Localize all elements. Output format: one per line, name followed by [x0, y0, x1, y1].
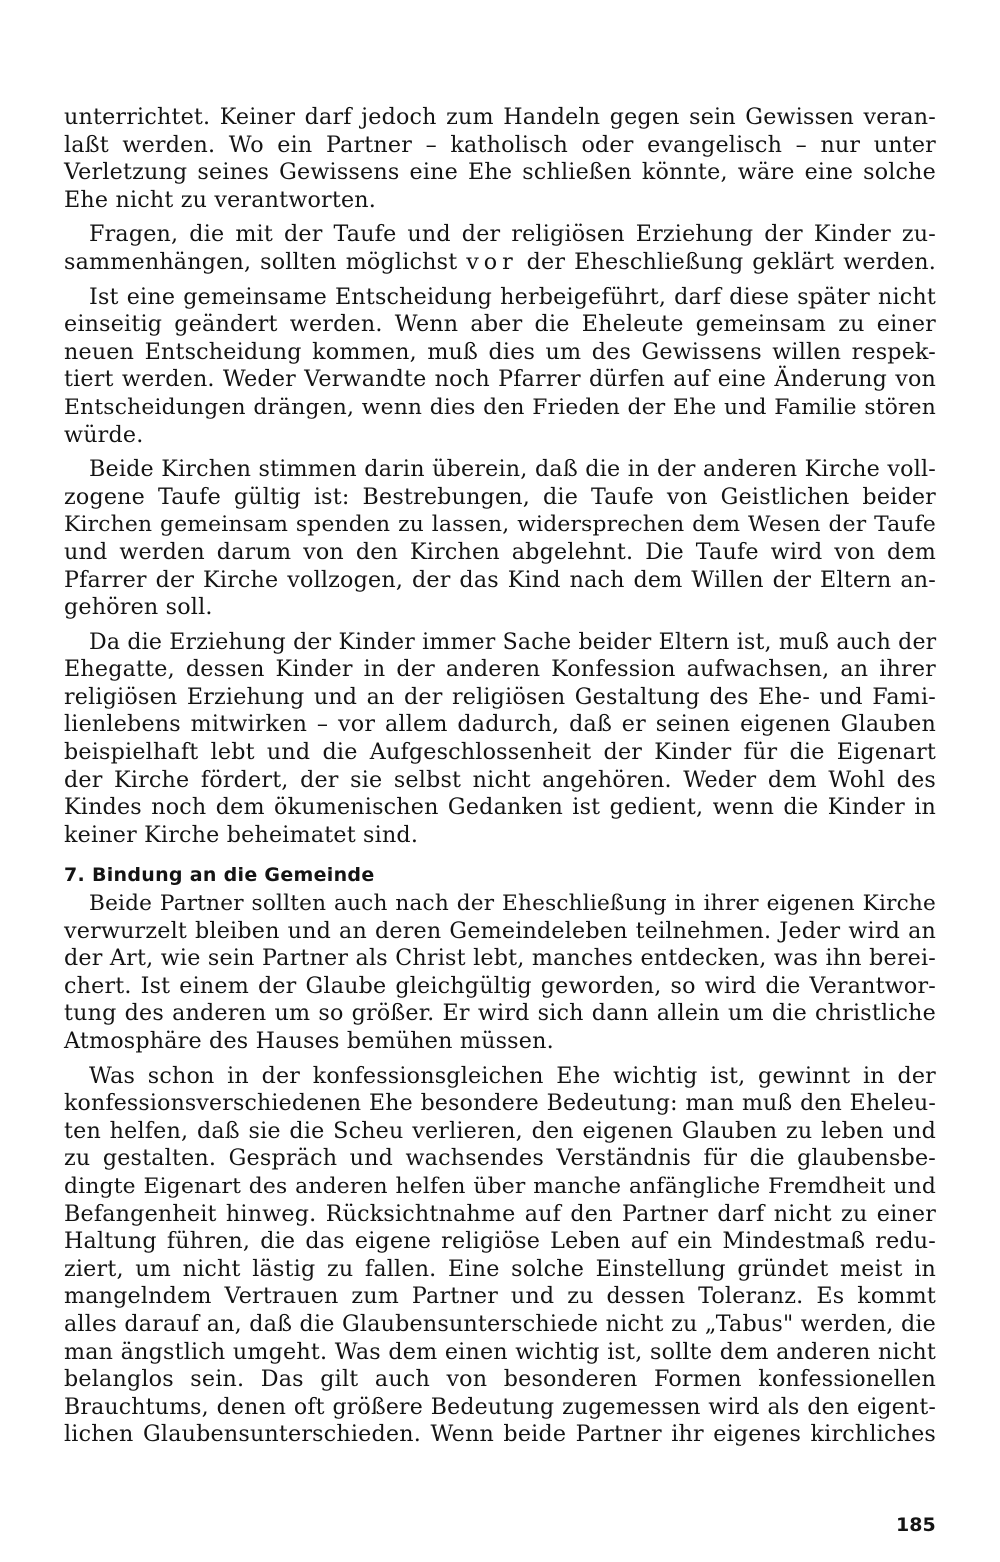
text-run: sammenhängen, sollten möglichst [64, 248, 467, 275]
text-line: ziert, um nicht lästig zu fallen. Eine solche Einstellung gründet meist in [64, 1255, 936, 1282]
emphasized-word: vor [466, 248, 518, 275]
text-line: der Kirche fördert, der sie selbst nicht angehören. Weder dem Wohl des [64, 766, 936, 793]
text-line: laßt werden. Wo ein Partner – katholisch oder evangelisch – nur unter [64, 131, 936, 158]
text-line: lichen Glaubensunterschieden. Wenn beide Partner ihr eigenes kirchliches [64, 1421, 936, 1448]
text-line: tung des anderen um so größer. Er wird sich dann allein um die christliche [64, 1000, 936, 1027]
text-line: Ehe nicht zu verantworten. [64, 186, 377, 213]
section-heading: 7. Bindung an die Gemeinde [64, 864, 375, 887]
text-line: Ist eine gemeinsame Entscheidung herbeigeführt, darf diese später nicht [89, 283, 936, 310]
text-line: Pfarrer der Kirche vollzogen, der das Kind nach dem Willen der Eltern an- [64, 566, 936, 593]
text-line: Was schon in der konfessionsgleichen Ehe wichtig ist, gewinnt in der [89, 1062, 936, 1089]
text-line: der Art, wie sein Partner als Christ lebt, manches entdecken, was ihn berei- [64, 945, 936, 972]
text-line: Fragen, die mit der Taufe und der religiösen Erziehung der Kinder zu- [89, 221, 936, 248]
text-line: zogene Taufe gültig ist: Bestrebungen, die Taufe von Geistlichen beider [64, 483, 936, 510]
paragraph-6 [64, 890, 936, 1056]
text-line: dingte Eigenart des anderen helfen über manche anfängliche Fremdheit und [64, 1173, 936, 1199]
text-line: man ängstlich umgeht. Was dem einen wichtig ist, sollte dem anderen nicht [64, 1338, 936, 1365]
text-line: tiert werden. Weder Verwandte noch Pfarrer dürfen auf eine Änderung von [64, 366, 936, 393]
text-line: neuen Entscheidung kommen, muß dies um des Gewissens willen respek- [64, 338, 936, 365]
text-line: Ehegatte, dessen Kinder in der anderen Konfession aufwachsen, an ihrer [64, 656, 936, 683]
text-line: chert. Ist einem der Glaube gleichgültig geworden, so wird die Verantwor- [64, 972, 936, 999]
paragraph-3 [64, 284, 936, 450]
text-line: religiösen Erziehung und an der religiösen Gestaltung des Ehe- und Fami- [64, 683, 936, 710]
text-line: Beide Partner sollten auch nach der Eheschließung in ihrer eigenen Kirche [89, 891, 936, 917]
text-line: zu gestalten. Gespräch und wachsendes Verständnis für die glaubensbe- [64, 1145, 936, 1172]
text-line: und werden darum von den Kirchen abgelehnt. Die Taufe wird von dem [64, 538, 936, 565]
body-text [64, 104, 936, 1456]
text-line: Beide Kirchen stimmen darin überein, daß die in der anderen Kirche voll- [89, 456, 936, 483]
text-line [64, 249, 936, 277]
paragraph-4 [64, 456, 936, 622]
text-line: lienlebens mitwirken – vor allem dadurch, daß er seinen eigenen Glauben [64, 711, 936, 738]
text-line: Da die Erziehung der Kinder immer Sache beider Eltern ist, muß auch der [89, 629, 937, 655]
text-line: keiner Kirche beheimatet sind. [64, 821, 419, 848]
text-line: verwurzelt bleiben und an deren Gemeindeleben teilnehmen. Jeder wird an [64, 917, 936, 944]
text-line: alles darauf an, daß die Glaubensunterschiede nicht zu „Tabus" werden, die [64, 1310, 936, 1337]
text-line: Befangenheit hinweg. Rücksichtnahme auf den Partner darf nicht zu einer [64, 1200, 936, 1227]
text-line: unterrichtet. Keiner darf jedoch zum Handeln gegen sein Gewissen veran- [64, 104, 936, 130]
text-line: Kirchen gemeinsam spenden zu lassen, widersprechen dem Wesen der Taufe [64, 512, 936, 538]
text-line: gehören soll. [64, 594, 213, 621]
text-line: ten helfen, daß sie die Scheu verlieren, den eigenen Glauben zu leben und [64, 1117, 936, 1144]
text-line: Haltung führen, die das eigene religiöse Leben auf ein Mindestmaß redu- [64, 1228, 936, 1255]
text-line: würde. [64, 421, 144, 448]
text-line: Atmosphäre des Hauses bemühen müssen. [64, 1028, 554, 1054]
text-line: konfessionsverschiedenen Ehe besondere Bedeutung: man muß den Eheleu- [64, 1091, 936, 1117]
paragraph-5 [64, 629, 936, 850]
text-line: einseitig geändert werden. Wenn aber die Eheleute gemeinsam zu einer [64, 311, 936, 338]
text-line: Entscheidungen drängen, wenn dies den Frieden der Ehe und Familie stören [64, 394, 936, 420]
text-line: mangelndem Vertrauen zum Partner und zu dessen Toleranz. Es kommt [64, 1283, 936, 1310]
text-run: der Eheschließung geklärt werden. [517, 248, 937, 275]
paragraph-2 [64, 221, 936, 276]
page-number: 185 [896, 1514, 936, 1536]
text-line: belanglos sein. Das gilt auch von besonderen Formen konfessionellen [64, 1366, 936, 1393]
paragraph-7 [64, 1063, 936, 1449]
text-line: Verletzung seines Gewissens eine Ehe schließen könnte, wäre eine solche [64, 159, 936, 186]
text-line: beispielhaft lebt und die Aufgeschlossenheit der Kinder für die Eigenart [64, 739, 936, 766]
text-line: Brauchtums, denen oft größere Bedeutung zugemessen wird als den eigent- [64, 1394, 936, 1420]
text-line: Kindes noch dem ökumenischen Gedanken ist gedient, wenn die Kinder in [64, 794, 936, 821]
paragraph-1 [64, 104, 936, 214]
